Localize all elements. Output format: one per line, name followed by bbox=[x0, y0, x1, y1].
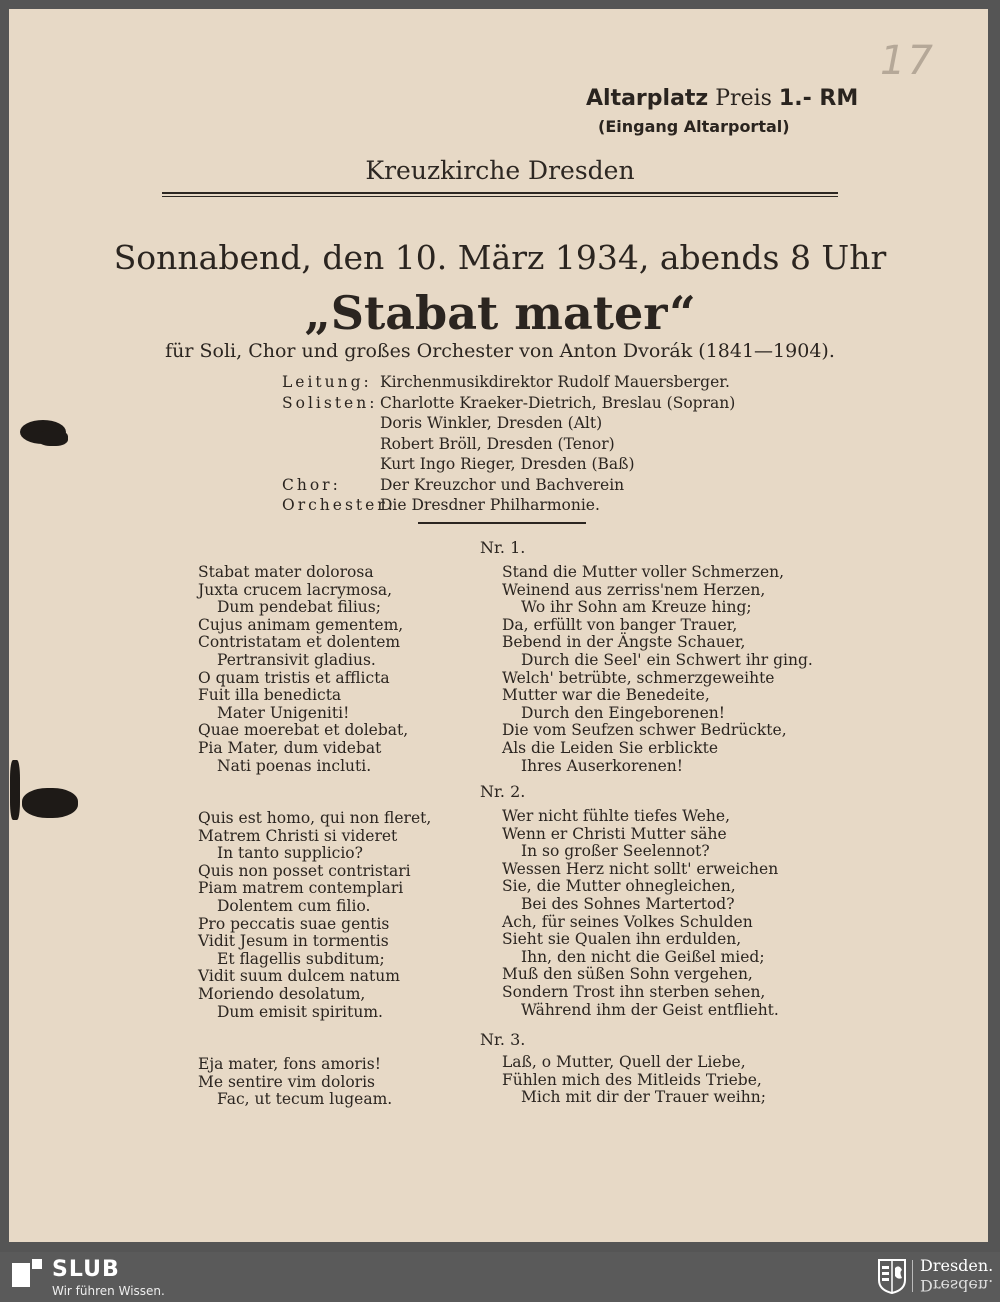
verse-line: Sondern Trost ihn sterben sehen, bbox=[502, 982, 766, 1001]
verse-line: Durch den Eingeborenen! bbox=[521, 703, 725, 722]
verse-line: Ihn, den nicht die Geißel mied; bbox=[521, 947, 765, 966]
section-divider bbox=[418, 522, 586, 524]
handwritten-page-number: 17 bbox=[880, 38, 935, 84]
verse-line: Sieht sie Qualen ihn erdulden, bbox=[502, 930, 742, 949]
verse-line: Vidit suum dulcem natum bbox=[198, 967, 400, 986]
ticket-price-line bbox=[586, 86, 858, 111]
footer-partner[interactable]: Dresden. bbox=[920, 1256, 994, 1275]
credit-row-solist-4 bbox=[282, 454, 735, 475]
credit-row-leitung bbox=[282, 372, 735, 393]
credit-label: Chor: bbox=[282, 475, 341, 494]
credit-label: Leitung: bbox=[282, 373, 372, 391]
price-label: Preis bbox=[715, 86, 772, 111]
verse-line: Welch' betrübte, schmerzgeweihte bbox=[502, 668, 775, 687]
verse-line: Laß, o Mutter, Quell der Liebe, bbox=[502, 1053, 746, 1071]
verse-line: Wenn er Christi Mutter sähe bbox=[502, 824, 727, 843]
section-number: Nr. 1. bbox=[480, 538, 526, 557]
date-line: Sonnabend, den 10. März 1934, abends 8 Uhr bbox=[113, 238, 887, 277]
credit-value: Robert Bröll, Dresden (Tenor) bbox=[380, 434, 615, 453]
footer-divider bbox=[912, 1260, 913, 1292]
verse-line: Dolentem cum filio. bbox=[217, 896, 371, 915]
verse-line: Quis non posset contristari bbox=[198, 861, 411, 880]
verse-line: Quae moerebat et dolebat, bbox=[198, 721, 409, 740]
verse-line: Nati poenas incluti. bbox=[217, 756, 372, 775]
slub-logo-icon bbox=[12, 1259, 42, 1287]
verse-line: Als die Leiden Sie erblickte bbox=[502, 738, 719, 757]
latin-verse-2 bbox=[198, 810, 431, 1021]
credit-label: Orchester: bbox=[282, 496, 396, 514]
verse-line: Stabat mater dolorosa bbox=[198, 563, 374, 581]
german-verse-1 bbox=[502, 564, 813, 775]
credit-value: Der Kreuzchor und Bachverein bbox=[380, 475, 625, 494]
verse-line: O quam tristis et afflicta bbox=[198, 668, 390, 687]
credit-value: Kirchenmusikdirektor Rudolf Mauersberger. bbox=[380, 373, 730, 391]
credit-label: Solisten: bbox=[282, 393, 378, 412]
verse-line: Ihres Auserkorenen! bbox=[521, 756, 683, 775]
work-subtitle: für Soli, Chor und großes Orchester von Anton Dvorák (1841—1904). bbox=[165, 340, 835, 362]
verse-line: Cujus animam gementem, bbox=[198, 615, 404, 634]
entrance-note: (Eingang Altarportal) bbox=[598, 117, 790, 136]
viewer-footer bbox=[0, 1252, 1000, 1302]
work-title: „Stabat mater“ bbox=[304, 286, 696, 340]
verse-line: Et flagellis subditum; bbox=[217, 949, 385, 968]
verse-line: Mich mit dir der Trauer weihn; bbox=[521, 1088, 766, 1107]
credit-value: Charlotte Kraeker-Dietrich, Breslau (Sopran) bbox=[380, 393, 736, 412]
verse-line: Fac, ut tecum lugeam. bbox=[217, 1090, 393, 1109]
verse-line: Dum emisit spiritum. bbox=[217, 1002, 383, 1021]
venue-rule-top bbox=[162, 192, 838, 194]
credits-list bbox=[282, 372, 735, 516]
verse-line: Dum pendebat filius; bbox=[217, 598, 381, 617]
ink-blot bbox=[38, 430, 68, 446]
venue-rule-bottom bbox=[162, 196, 838, 197]
credit-row-solisten bbox=[282, 393, 735, 414]
verse-line: Die vom Seufzen schwer Bedrückte, bbox=[502, 721, 787, 740]
latin-verse-1 bbox=[198, 564, 408, 775]
verse-line: Weinend aus zerriss'nem Herzen, bbox=[502, 580, 766, 599]
verse-line: Matrem Christi si videret bbox=[198, 826, 398, 845]
verse-line: Moriendo desolatum, bbox=[198, 984, 366, 1003]
verse-line: Mater Unigeniti! bbox=[217, 703, 350, 722]
credit-value: Die Dresdner Philharmonie. bbox=[380, 496, 600, 514]
section-number: Nr. 3. bbox=[480, 1030, 526, 1049]
dresden-crest-icon bbox=[877, 1258, 907, 1294]
verse-line: Pia Mater, dum videbat bbox=[198, 738, 382, 757]
footer-brand[interactable]: SLUB bbox=[52, 1257, 120, 1282]
verse-line: In tanto supplicio? bbox=[217, 844, 363, 863]
verse-line: Durch die Seel' ein Schwert ihr ging. bbox=[521, 650, 813, 669]
verse-line: Stand die Mutter voller Schmerzen, bbox=[502, 563, 785, 581]
german-verse-2 bbox=[502, 808, 779, 1019]
verse-line: Quis est homo, qui non fleret, bbox=[198, 809, 432, 827]
credit-row-orchester bbox=[282, 495, 735, 516]
footer-tagline: Wir führen Wissen. bbox=[52, 1284, 165, 1298]
seat-label: Altarplatz bbox=[586, 86, 709, 111]
verse-line: Sie, die Mutter ohnegleichen, bbox=[502, 877, 736, 896]
verse-line: Bei des Sohnes Martertod? bbox=[521, 894, 735, 913]
latin-verse-3 bbox=[198, 1056, 392, 1109]
verse-line: Wo ihr Sohn am Kreuze hing; bbox=[521, 598, 752, 617]
price-value: 1.- RM bbox=[778, 86, 859, 111]
venue-heading: Kreuzkirche Dresden bbox=[365, 156, 635, 185]
verse-line: Während ihm der Geist entflieht. bbox=[521, 1000, 779, 1019]
verse-line: Juxta crucem lacrymosa, bbox=[198, 580, 393, 599]
footer-partner-reflection: Dresden. bbox=[920, 1276, 994, 1295]
verse-line: Fuit illa benedicta bbox=[198, 686, 342, 705]
verse-line: Ach, für seines Volkes Schulden bbox=[502, 912, 753, 931]
verse-line: Wer nicht fühlte tiefes Wehe, bbox=[502, 807, 730, 825]
credit-row-solist-2 bbox=[282, 413, 735, 434]
ink-blot bbox=[10, 760, 20, 820]
verse-line: Da, erfüllt von banger Trauer, bbox=[502, 615, 738, 634]
verse-line: Piam matrem contemplari bbox=[198, 879, 404, 898]
verse-line: Vidit Jesum in tormentis bbox=[198, 932, 389, 951]
verse-line: Bebend in der Ängste Schauer, bbox=[502, 633, 746, 652]
verse-line: In so großer Seelennot? bbox=[521, 842, 710, 861]
credit-value: Kurt Ingo Rieger, Dresden (Baß) bbox=[380, 455, 635, 473]
credit-row-solist-3 bbox=[282, 434, 735, 455]
german-verse-3 bbox=[502, 1054, 766, 1107]
section-number: Nr. 2. bbox=[480, 782, 526, 801]
credit-row-chor bbox=[282, 475, 735, 496]
ticket-info bbox=[586, 86, 858, 136]
verse-line: Pertransivit gladius. bbox=[217, 650, 376, 669]
verse-line: Mutter war die Benedeite, bbox=[502, 686, 710, 705]
verse-line: Wessen Herz nicht sollt' erweichen bbox=[502, 859, 779, 878]
verse-line: Me sentire vim doloris bbox=[198, 1072, 375, 1091]
credit-value: Doris Winkler, Dresden (Alt) bbox=[380, 414, 603, 432]
verse-line: Fühlen mich des Mitleids Triebe, bbox=[502, 1070, 762, 1089]
verse-line: Muß den süßen Sohn vergehen, bbox=[502, 965, 753, 984]
verse-line: Eja mater, fons amoris! bbox=[198, 1055, 381, 1073]
ink-blot bbox=[22, 788, 78, 818]
verse-line: Pro peccatis suae gentis bbox=[198, 914, 390, 933]
verse-line: Contristatam et dolentem bbox=[198, 633, 401, 652]
